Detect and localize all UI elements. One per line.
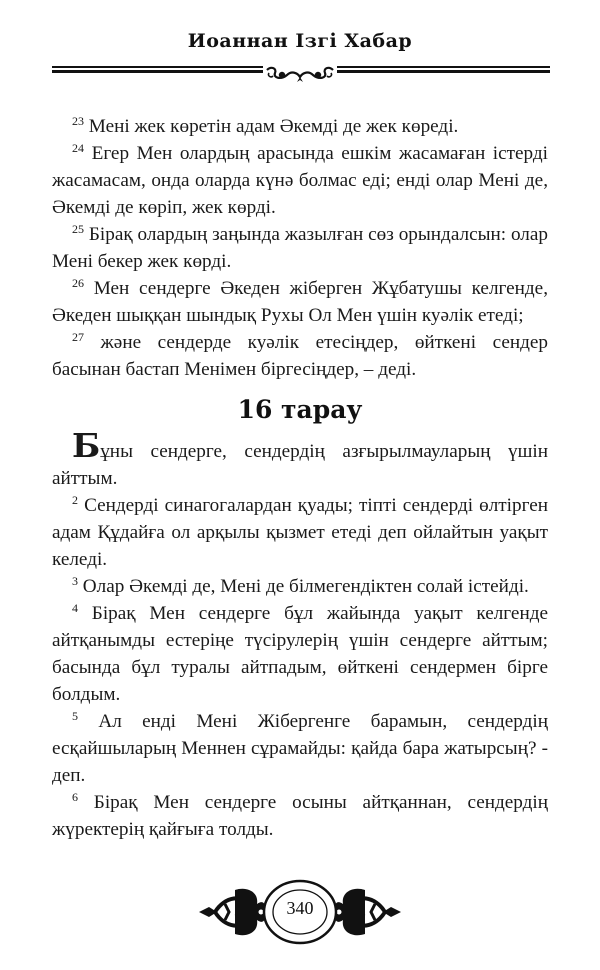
verse-text: Бірақ олардың заңында жазылған сөз орындалсын: олар Мені бекер жек көрді. xyxy=(52,224,548,272)
verse-paragraph xyxy=(52,140,548,221)
verse-number: 24 xyxy=(72,141,84,155)
verse-text: Бірақ Мен сендерге бұл жайында уақыт келгенде айтқанымды естеріңе түсірулерің үшін сендерге айттым; басында бұл туралы айтпадым, өйткені сендермен бірге болдым. xyxy=(52,603,548,705)
verse-paragraph xyxy=(52,275,548,329)
verse-number: 4 xyxy=(72,601,78,615)
verse-text: Ал енді Мені Жібергенге барамын, сендердің есқайшыларың Меннен сұрамайды: қайда бара жатырсың? - деп. xyxy=(52,711,548,786)
header-scroll-ornament-icon xyxy=(263,64,337,86)
verses-chapter-15-end xyxy=(52,113,548,383)
verse-text: Бірақ Мен сендерге осыны айтқаннан, сендердің жүректерің қайғыға толды. xyxy=(52,792,548,840)
verse-paragraph xyxy=(52,789,548,843)
verse-number: 25 xyxy=(72,222,84,236)
verse-number: 3 xyxy=(72,574,78,588)
verse-number: 23 xyxy=(72,114,84,128)
verse-number: 5 xyxy=(72,709,78,723)
verse-text: Олар Әкемді де, Мені де білмегендіктен солай істейді. xyxy=(78,576,529,597)
chapter-heading: 16 тарау xyxy=(237,395,363,424)
verse-text: және сендерде куәлік етесіңдер, өйткені сендер басынан бастап Менімен біргесіңдер, – деді. xyxy=(52,332,548,380)
verse-paragraph xyxy=(52,600,548,708)
verse-number: 6 xyxy=(72,790,78,804)
verse-paragraph xyxy=(52,113,548,140)
verse-paragraph xyxy=(52,492,548,573)
verse-paragraph xyxy=(52,573,548,600)
verse-text: Сендерді синагогалардан қуады; тіпті сендерді өлтірген адам Құдайға ол арқылы қызмет етеді деп ойлайтын уақыт келеді. xyxy=(52,495,548,570)
verse-number: 26 xyxy=(72,276,84,290)
verse-text: Мені жек көретін адам Әкемді де жек көреді. xyxy=(84,116,459,137)
verse-text: Мен сендерге Әкеден жіберген Жұбатушы келгенде, Әкеден шыққан шындық Рухы Ол Мен үшін куәлік етеді; xyxy=(52,278,548,326)
verse-paragraph-first xyxy=(52,426,548,492)
verse-number: 2 xyxy=(72,493,78,507)
verse-paragraph xyxy=(52,221,548,275)
verse-paragraph xyxy=(52,329,548,383)
verses-chapter-16 xyxy=(52,426,548,843)
verse-number: 27 xyxy=(72,330,84,344)
verse-text: ұны сендерге, сендердің азғырылмауларың үшін айттым. xyxy=(52,441,548,489)
page-number: 340 xyxy=(286,898,314,918)
drop-cap-letter: Б xyxy=(72,426,101,465)
verse-paragraph xyxy=(52,708,548,789)
verse-text: Егер Мен олардың арасында ешкім жасамаған істерді жасамасам, онда оларда күнә болмас еді; енді олар Мені де, Әкемді де көріп, жек көрді. xyxy=(52,143,548,218)
running-head-title: Иоаннан Ізгі Хабар xyxy=(187,30,413,52)
